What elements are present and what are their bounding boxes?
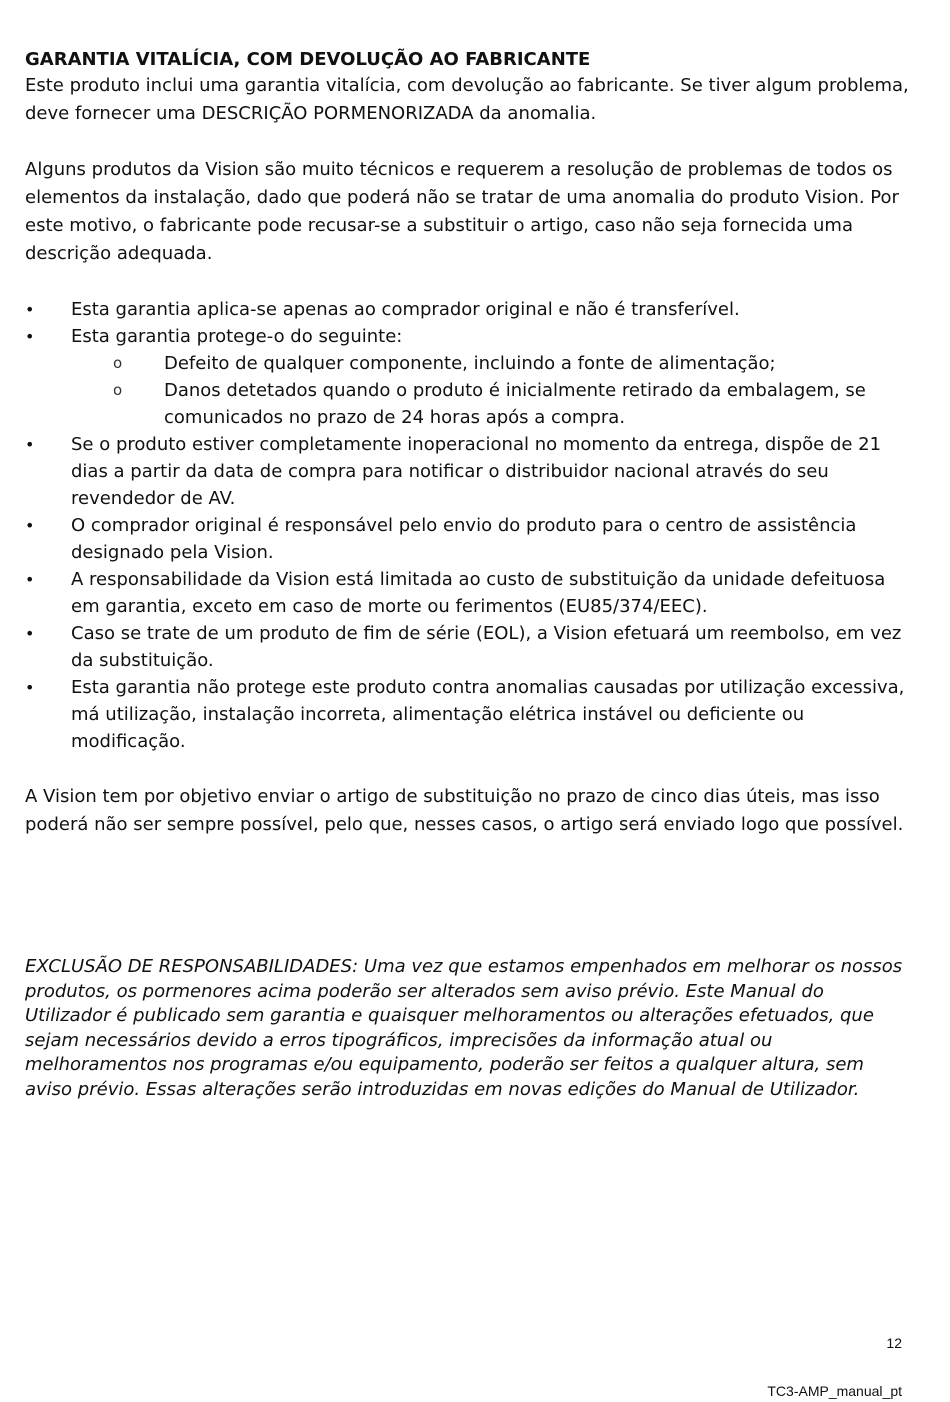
page-number: 12 bbox=[886, 1335, 902, 1351]
footer-document-name: TC3-AMP_manual_pt bbox=[767, 1383, 902, 1399]
list-item bbox=[25, 323, 910, 431]
list-item bbox=[25, 566, 910, 620]
bullet-icon: • bbox=[25, 300, 35, 319]
list-item-text: Esta garantia protege-o do seguinte: bbox=[71, 326, 403, 347]
circle-bullet-icon: o bbox=[113, 381, 123, 399]
list-item-text: Caso se trate de um produto de fim de série (EOL), a Vision efetuará um reembolso, em vez da substituição. bbox=[71, 623, 902, 671]
bullet-icon: • bbox=[25, 570, 35, 589]
circle-bullet-icon: o bbox=[113, 354, 123, 372]
list-item-text: Esta garantia aplica-se apenas ao comprador original e não é transferível. bbox=[71, 299, 740, 320]
list-item bbox=[25, 512, 910, 566]
list-item bbox=[25, 431, 910, 512]
sub-list-item-text: Danos detetados quando o produto é inicialmente retirado da embalagem, se comunicados no prazo de 24 horas após a compra. bbox=[164, 380, 866, 428]
bullet-icon: • bbox=[25, 678, 35, 697]
bullet-icon: • bbox=[25, 327, 35, 346]
closing-paragraph: A Vision tem por objetivo enviar o artigo de substituição no prazo de cinco dias úteis, mas isso poderá não ser sempre possível, pelo que, nesses casos, o artigo será enviado logo que possível. bbox=[25, 786, 904, 835]
list-item bbox=[25, 296, 910, 323]
disclaimer-paragraph: EXCLUSÃO DE RESPONSABILIDADES: Uma vez que estamos empenhados em melhorar os nossos produtos, os pormenores acima poderão ser alterados sem aviso prévio. Este Manual do Utilizador é publicado sem garantia e quaisquer melhoramentos ou alterações efetuados, que sejam necessários devido a erros tipográficos, imprecisões da informação atual ou melhoramentos nos programas e/ou equipamento, poderão ser feitos a qualquer altura, sem aviso prévio. Essas alterações serão introduzidas em novas edições do Manual de Utilizador. bbox=[25, 956, 903, 1100]
bullet-icon: • bbox=[25, 516, 35, 535]
list-item-text: O comprador original é responsável pelo envio do produto para o centro de assistência designado pela Vision. bbox=[71, 515, 857, 563]
sub-list-item bbox=[25, 377, 910, 431]
list-item-text: Esta garantia não protege este produto contra anomalias causadas por utilização excessiva, má utilização, instalação incorreta, alimentação elétrica instável ou deficiente ou modificação. bbox=[71, 677, 905, 752]
bullet-icon: • bbox=[25, 624, 35, 643]
list-item-text: Se o produto estiver completamente inoperacional no momento da entrega, dispõe de 21 dias a partir da data de compra para notificar o distribuidor nacional através do seu revendedor de AV. bbox=[71, 434, 882, 509]
coverage-sub-list bbox=[71, 350, 910, 431]
section-title: GARANTIA VITALÍCIA, COM DEVOLUÇÃO AO FABRICANTE bbox=[25, 49, 591, 70]
list-item bbox=[25, 620, 910, 674]
list-item-text: A responsabilidade da Vision está limitada ao custo de substituição da unidade defeituosa em garantia, exceto em caso de morte ou ferimentos (EU85/374/EEC). bbox=[71, 569, 886, 617]
intro-paragraph-1: Este produto inclui uma garantia vitalícia, com devolução ao fabricante. Se tiver algum problema, deve fornecer uma DESCRIÇÃO PORMENORIZADA da anomalia. bbox=[25, 75, 909, 124]
bullet-icon: • bbox=[25, 435, 35, 454]
list-item bbox=[25, 674, 910, 755]
sub-list-item bbox=[25, 350, 910, 377]
warranty-section bbox=[25, 48, 910, 839]
sub-list-item-text: Defeito de qualquer componente, incluindo a fonte de alimentação; bbox=[164, 353, 776, 374]
warranty-bullet-list bbox=[25, 296, 910, 755]
intro-paragraph-2: Alguns produtos da Vision são muito técnicos e requerem a resolução de problemas de todos os elementos da instalação, dado que poderá não se tratar de uma anomalia do produto Vision. Por este motivo, o fabricante pode recusar-se a substituir o artigo, caso não seja fornecida uma descrição adequada. bbox=[25, 159, 899, 264]
